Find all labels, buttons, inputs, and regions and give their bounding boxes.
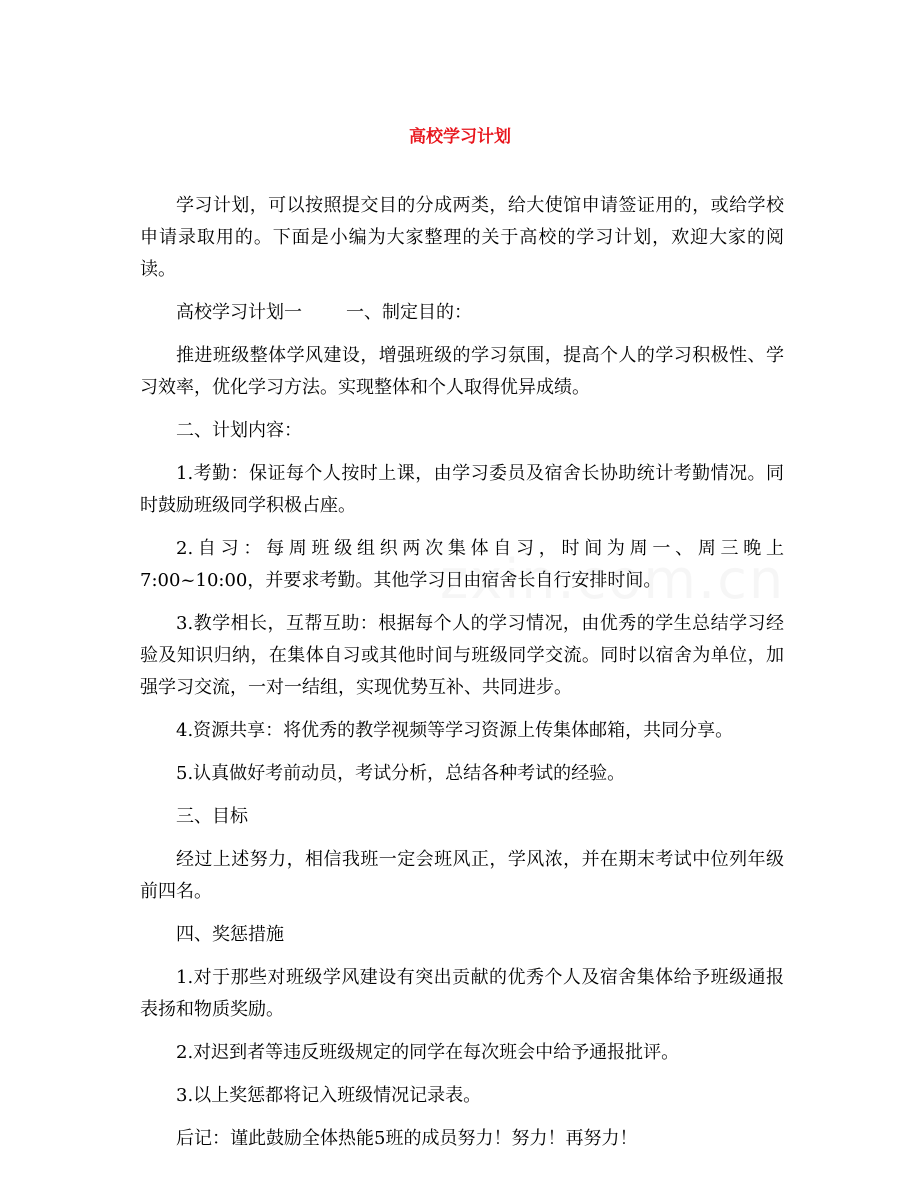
paragraph-reward-2: 2.对迟到者等违反班级规定的同学在每次班会中给予通报批评。 [176, 1042, 680, 1063]
document-body [140, 190, 784, 1166]
intro-paragraph: 学习计划，可以按照提交目的分成两类，给大使馆申请签证用的，或给学校申请录取用的。下面是小编为大家整理的关于高校的学习计划，欢迎大家的阅读。 [140, 195, 784, 280]
paragraph-attendance: 1.考勤：保证每个人按时上课，由学习委员及宿舍长协助统计考勤情况。同时鼓励班级同学积极占座。 [140, 463, 784, 516]
section-heading-content: 二、计划内容： [176, 420, 302, 441]
paragraph-reward-3: 3.以上奖惩都将记入班级情况记录表。 [176, 1085, 482, 1106]
paragraph-reward-1: 1.对于那些对班级学风建设有突出贡献的优秀个人及宿舍集体给予班级通报表扬和物质奖励。 [140, 967, 784, 1020]
plan-heading-left: 高校学习计划一 [176, 302, 302, 323]
paragraph-self-study: 2.自习：每周班级组织两次集体自习，时间为周一、周三晚上7:00~10:00，并要求考勤。其他学习日由宿舍长自行安排时间。 [140, 538, 784, 591]
plan-heading-right: 一、制定目的： [346, 302, 472, 323]
paragraph-postscript: 后记：谨此鼓励全体热能5班的成员努力！努力！再努力！ [176, 1128, 638, 1149]
plan-heading [140, 297, 784, 329]
paragraph-resources: 4.资源共享：将优秀的教学视频等学习资源上传集体邮箱，共同分享。 [176, 720, 734, 741]
paragraph-mutual-help: 3.教学相长，互帮互助：根据每个人的学习情况，由优秀的学生总结学习经验及知识归纳，在集体自习或其他时间与班级同学交流。同时以宿舍为单位，加强学习交流，一对一结组，实现优势互补、共同进步。 [140, 613, 784, 698]
paragraph-exams: 5.认真做好考前动员，考试分析，总结各种考试的经验。 [176, 763, 626, 784]
document-title: 高校学习计划 [409, 127, 511, 147]
section-heading-rewards: 四、奖惩措施 [176, 924, 284, 945]
section-heading-goal: 三、目标 [176, 806, 248, 827]
paragraph-purpose: 推进班级整体学风建设，增强班级的学习氛围，提高个人的学习积极性、学习效率，优化学习方法。实现整体和个人取得优异成绩。 [140, 345, 784, 398]
paragraph-goal: 经过上述努力，相信我班一定会班风正，学风浓，并在期末考试中位列年级前四名。 [140, 849, 784, 902]
